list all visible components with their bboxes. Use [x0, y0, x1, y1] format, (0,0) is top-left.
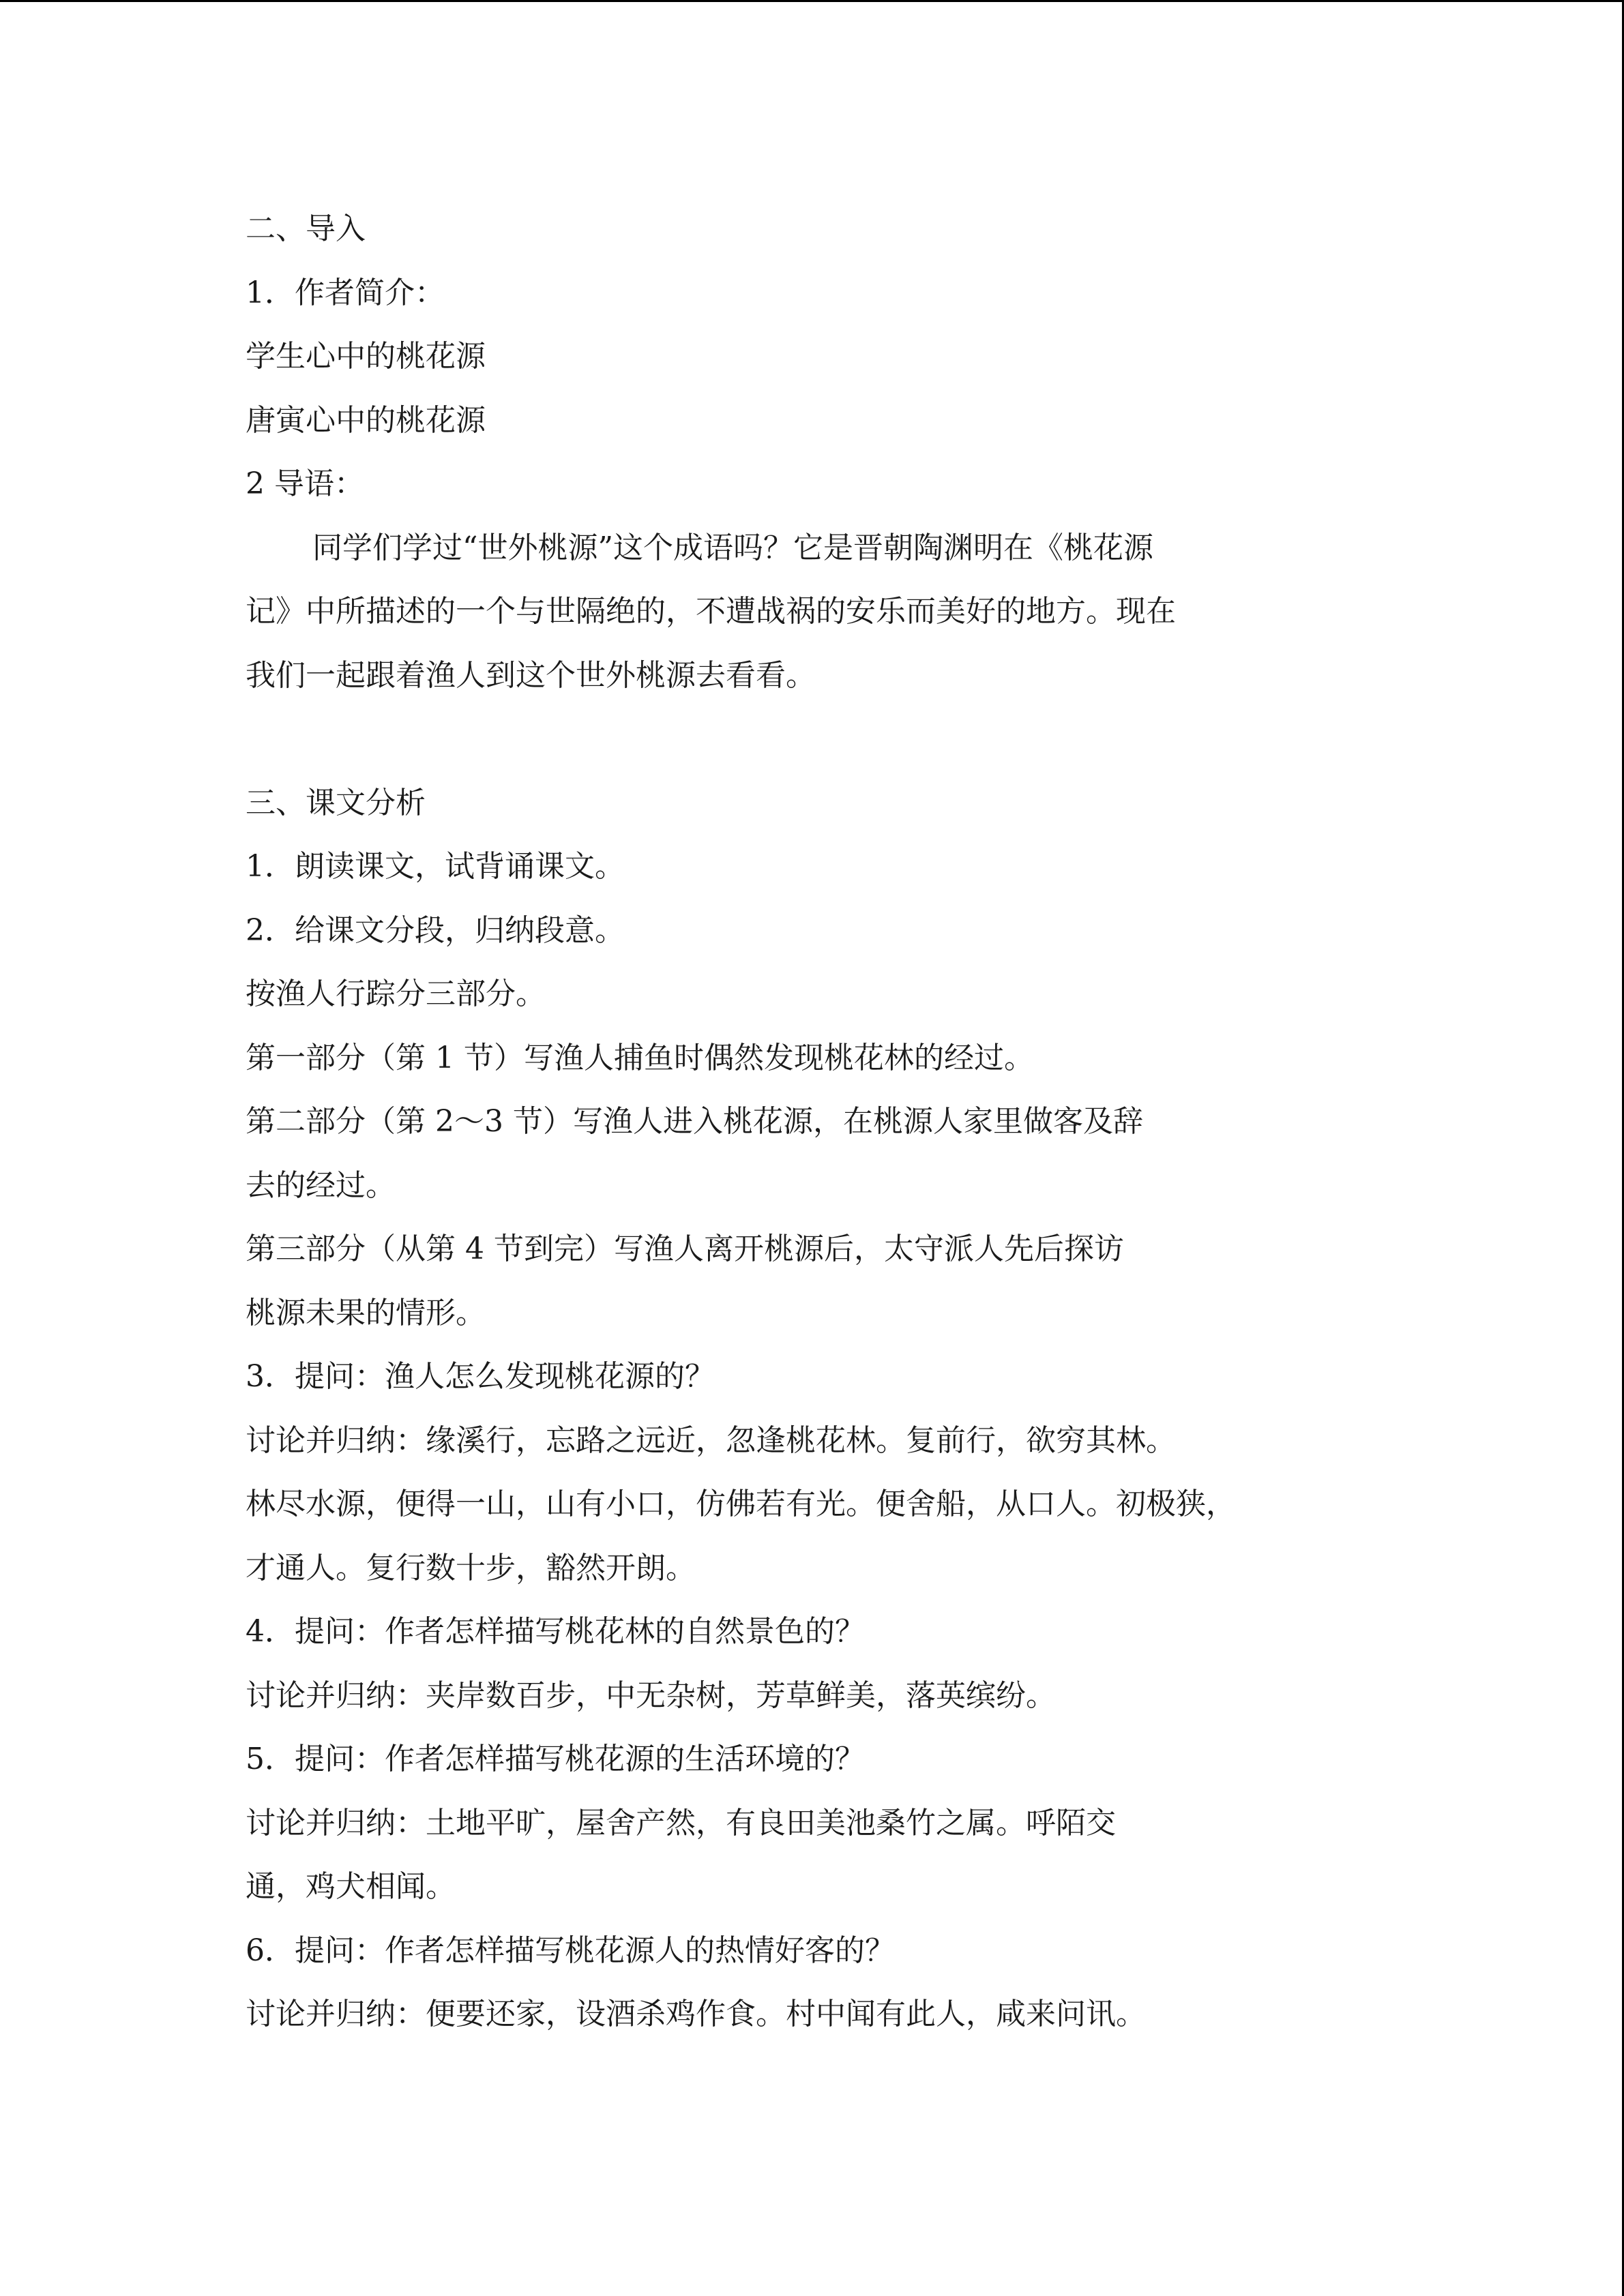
document-body [246, 197, 1378, 2046]
text-line: 才通人。复行数十步，豁然开朗。 [246, 1550, 696, 1585]
text-line: 6．提问：作者怎样描写桃花源人的热情好客的？ [246, 1933, 895, 1968]
text-line: 4．提问：作者怎样描写桃花林的自然景色的？ [246, 1614, 865, 1649]
paragraph-line: 同学们学过“世外桃源”这个成语吗？它是晋朝陶渊明在《桃花源 [312, 530, 1153, 565]
text-line: 5．提问：作者怎样描写桃花源的生活环境的？ [246, 1742, 865, 1776]
item-author-intro: 1．作者简介： [246, 275, 445, 310]
section-heading-analysis: 三、课文分析 [246, 785, 426, 820]
text-line: 第三部分（从第 4 节到完）写渔人离开桃源后，太守派人先后探访 [246, 1232, 1124, 1266]
paragraph-line: 记》中所描述的一个与世隔绝的，不遭战祸的安乐而美好的地方。现在 [246, 594, 1176, 629]
text-line: 讨论并归纳：夹岸数百步，中无杂树，芳草鲜美，落英缤纷。 [246, 1678, 1056, 1713]
text-line: 1．朗读课文，试背诵课文。 [246, 849, 625, 884]
text-line: 讨论并归纳：便要还家，设酒杀鸡作食。村中闻有此人，咸来问讯。 [246, 1997, 1146, 2031]
text-line: 3．提问：渔人怎么发现桃花源的？ [246, 1359, 715, 1394]
text-line: 按渔人行踪分三部分。 [246, 976, 546, 1011]
text-line: 讨论并归纳：缘溪行，忘路之远近，忽逢桃花林。复前行，欲穷其林。 [246, 1422, 1176, 1458]
text-line: 唐寅心中的桃花源 [246, 402, 486, 438]
text-line: 学生心中的桃花源 [246, 339, 486, 374]
text-line: 讨论并归纳：土地平旷，屋舍产然，有良田美池桑竹之属。呼陌交 [246, 1805, 1116, 1840]
text-line: 第二部分（第 2～3 节）写渔人进入桃花源，在桃源人家里做客及辞 [246, 1104, 1143, 1139]
text-line: 桃源未果的情形。 [246, 1295, 486, 1330]
text-line: 2．给课文分段，归纳段意。 [246, 912, 625, 948]
text-line: 通，鸡犬相闻。 [246, 1869, 456, 1904]
paragraph-line: 我们一起跟着渔人到这个世外桃源去看看。 [246, 657, 816, 693]
item-lead-in: 2 导语： [246, 466, 364, 501]
section-spacer [246, 707, 1378, 771]
section-heading-intro: 二、导入 [246, 211, 366, 246]
text-line: 去的经过。 [246, 1167, 396, 1203]
text-line: 林尽水源，便得一山，山有小口，仿佛若有光。便舍船，从口人。初极狭， [246, 1487, 1236, 1521]
text-line: 第一部分（第 1 节）写渔人捕鱼时偶然发现桃花林的经过。 [246, 1040, 1034, 1075]
